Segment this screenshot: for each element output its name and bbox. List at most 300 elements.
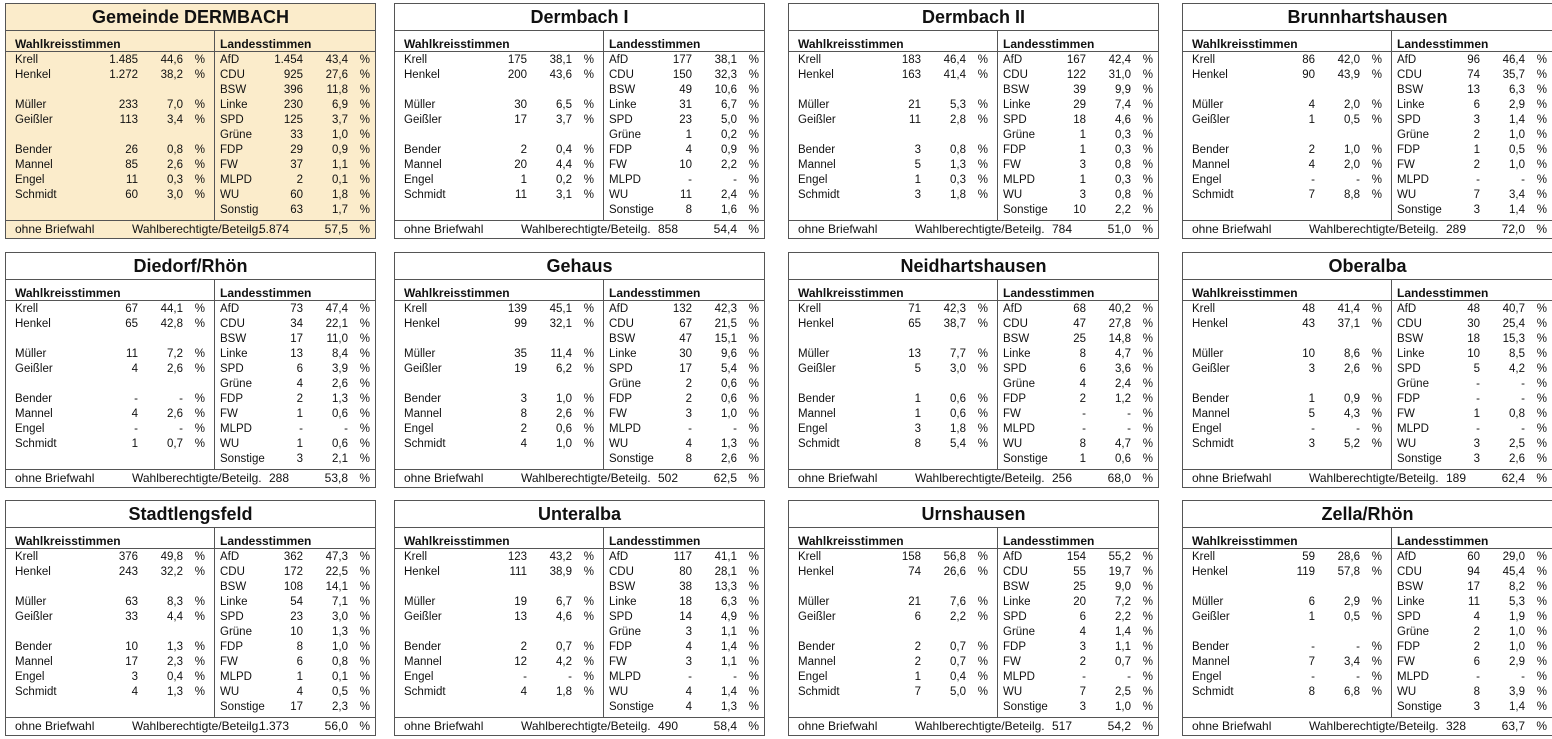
candidate-name: Schmidt	[404, 686, 446, 698]
percent-sign: %	[748, 318, 759, 330]
party-percent: 22,5	[325, 566, 348, 578]
party-row	[604, 68, 764, 83]
candidate-percent: 2,6	[167, 363, 183, 375]
party-row	[215, 332, 375, 347]
header-underline	[1183, 51, 1391, 52]
candidate-row	[395, 685, 603, 700]
candidate-name: Müller	[404, 348, 436, 360]
percent-sign: %	[583, 303, 594, 315]
candidate-votes: -	[1311, 174, 1315, 186]
party-name: Grüne	[609, 378, 641, 390]
party-row	[604, 700, 764, 715]
party-percent: 40,7	[1502, 303, 1525, 315]
candidate-percent: 7,7	[950, 348, 966, 360]
party-name: CDU	[1397, 318, 1422, 330]
party-row	[215, 392, 375, 407]
party-name: SPD	[1003, 611, 1027, 623]
percent-sign: %	[583, 54, 594, 66]
party-votes: 11	[680, 189, 692, 201]
percent-sign: %	[977, 114, 988, 126]
party-name: FDP	[609, 393, 632, 405]
party-name: BSW	[220, 84, 247, 96]
percent-sign: %	[194, 686, 205, 698]
party-name: SPD	[220, 363, 244, 375]
candidate-votes: 376	[118, 551, 138, 563]
party-percent: 4,7	[1115, 438, 1131, 450]
percent-sign: %	[1371, 408, 1382, 420]
percent-sign: %	[1142, 69, 1153, 81]
panel-footer	[1183, 220, 1552, 238]
percent-sign: %	[977, 303, 988, 315]
percent-sign: %	[1371, 303, 1382, 315]
candidate-row	[395, 655, 603, 670]
candidate-name: Bender	[404, 144, 442, 156]
candidate-row	[1183, 362, 1391, 377]
party-name: CDU	[609, 318, 634, 330]
candidate-votes: 1	[520, 174, 527, 186]
party-name: FDP	[220, 144, 243, 156]
party-percent: 1,1	[721, 656, 737, 668]
party-name: FW	[609, 159, 627, 171]
percent-sign: %	[1142, 656, 1153, 668]
party-votes: 396	[283, 84, 303, 96]
candidate-votes: 99	[514, 318, 527, 330]
party-percent: 2,5	[1115, 686, 1131, 698]
party-votes: 6	[1079, 363, 1086, 375]
percent-sign: %	[583, 363, 594, 375]
party-votes: 3	[1473, 453, 1480, 465]
party-name: FW	[220, 159, 238, 171]
party-name: BSW	[1397, 84, 1424, 96]
party-percent: -	[1521, 393, 1525, 405]
party-percent: -	[1127, 423, 1131, 435]
candidate-name: Krell	[798, 303, 822, 315]
candidate-name: Geißler	[1192, 114, 1230, 126]
candidate-votes: 5	[914, 159, 921, 171]
party-row	[998, 347, 1158, 362]
candidate-name: Krell	[15, 54, 39, 66]
percent-sign: %	[1536, 54, 1547, 66]
party-percent: 1,0	[1509, 129, 1525, 141]
party-votes: 122	[1066, 69, 1086, 81]
percent-sign: %	[194, 596, 205, 608]
party-votes: 3	[1473, 701, 1480, 713]
candidate-votes: 4	[131, 686, 138, 698]
percent-sign: %	[748, 333, 759, 345]
party-name: BSW	[220, 333, 247, 345]
party-name: Linke	[220, 99, 248, 111]
candidate-votes: 4	[1308, 99, 1315, 111]
party-votes: 3	[1079, 641, 1086, 653]
party-votes: 2	[1079, 656, 1086, 668]
party-name: MLPD	[1003, 671, 1035, 683]
candidate-row	[395, 302, 603, 317]
result-panel	[5, 3, 376, 239]
party-row	[1392, 332, 1552, 347]
percent-sign: %	[1142, 174, 1153, 186]
candidate-votes: 19	[514, 363, 527, 375]
party-votes: 33	[290, 129, 303, 141]
party-name: Linke	[220, 348, 248, 360]
party-name: FDP	[220, 641, 243, 653]
percent-sign: %	[583, 114, 594, 126]
beteiligung-percent: 56,0	[324, 719, 348, 733]
candidate-percent: -	[1356, 423, 1360, 435]
candidate-name: Henkel	[1192, 566, 1228, 578]
percent-sign: %	[977, 393, 988, 405]
party-row	[215, 53, 375, 68]
candidate-row	[395, 68, 603, 83]
candidate-votes: 3	[520, 393, 527, 405]
percent-sign: %	[748, 174, 759, 186]
party-name: SPD	[609, 363, 633, 375]
party-row	[1392, 362, 1552, 377]
party-name: SPD	[220, 114, 244, 126]
percent-sign: %	[1142, 551, 1153, 563]
candidate-percent: 8,6	[1344, 348, 1360, 360]
percent-sign: %	[1371, 393, 1382, 405]
party-row	[604, 640, 764, 655]
percent-sign: %	[1142, 408, 1153, 420]
percent-sign: %	[1142, 303, 1153, 315]
party-votes: 1.454	[274, 54, 303, 66]
header-underline	[215, 300, 375, 301]
candidate-votes: 2	[914, 641, 921, 653]
percent-sign: %	[977, 363, 988, 375]
candidate-name: Mannel	[1192, 159, 1230, 171]
candidate-row	[789, 158, 997, 173]
percent-sign: %	[194, 69, 205, 81]
party-row	[1392, 640, 1552, 655]
percent-sign: %	[583, 641, 594, 653]
party-votes: 94	[1467, 566, 1480, 578]
percent-sign: %	[194, 318, 205, 330]
candidate-votes: 67	[125, 303, 138, 315]
candidate-name: Bender	[798, 641, 836, 653]
wahlberechtigte-label: Wahlberechtigte/Beteilg.	[132, 719, 262, 733]
percent-sign: %	[583, 566, 594, 578]
party-row	[1392, 173, 1552, 188]
percent-sign: %	[1371, 641, 1382, 653]
party-percent: 2,2	[721, 159, 737, 171]
party-row	[998, 392, 1158, 407]
candidate-votes: 86	[1302, 54, 1315, 66]
percent-sign: %	[1536, 378, 1547, 390]
percent-sign: %	[1142, 393, 1153, 405]
candidate-votes: 1	[1308, 393, 1315, 405]
candidate-percent: 0,6	[950, 408, 966, 420]
candidate-name: Krell	[404, 54, 428, 66]
party-name: Linke	[1003, 348, 1031, 360]
candidate-row	[789, 347, 997, 362]
percent-sign: %	[1142, 686, 1153, 698]
candidate-votes: 60	[125, 189, 138, 201]
candidate-votes: 21	[908, 99, 921, 111]
party-percent: 1,4	[1509, 204, 1525, 216]
candidate-percent: 3,4	[1344, 656, 1360, 668]
candidate-votes: 10	[1302, 348, 1315, 360]
party-row	[1392, 158, 1552, 173]
candidate-name: Engel	[798, 174, 828, 186]
wahlberechtigte-count: 288	[268, 471, 289, 485]
party-votes: 47	[679, 333, 692, 345]
party-percent: 27,8	[1108, 318, 1131, 330]
percent-sign: %	[1371, 686, 1382, 698]
candidate-name: Mannel	[798, 408, 836, 420]
candidate-votes: 3	[914, 189, 921, 201]
candidate-percent: 41,4	[943, 69, 966, 81]
percent-sign: %	[359, 144, 370, 156]
percent-sign: %	[977, 69, 988, 81]
percent-sign: %	[359, 54, 370, 66]
candidate-name: Geißler	[15, 611, 53, 623]
candidate-votes: 1	[914, 671, 921, 683]
party-row	[215, 317, 375, 332]
party-name: FDP	[1003, 641, 1026, 653]
candidate-percent: 0,7	[950, 641, 966, 653]
candidate-votes: 6	[914, 611, 921, 623]
candidate-row	[1183, 302, 1391, 317]
candidate-percent: 6,7	[556, 596, 572, 608]
candidate-row	[6, 347, 214, 362]
candidate-votes: 17	[125, 656, 138, 668]
candidate-percent: 37,1	[1337, 318, 1360, 330]
candidate-name: Bender	[1192, 393, 1230, 405]
percent-sign: %	[1371, 174, 1382, 186]
candidate-votes: 35	[514, 348, 527, 360]
party-row	[604, 347, 764, 362]
party-votes: 1	[1473, 144, 1480, 156]
candidate-row	[789, 113, 997, 128]
party-row	[215, 173, 375, 188]
party-percent: 0,3	[1115, 129, 1131, 141]
party-row	[215, 437, 375, 452]
candidate-name: Engel	[404, 174, 434, 186]
percent-sign: %	[194, 438, 205, 450]
percent-sign: %	[1142, 641, 1153, 653]
party-votes: -	[1476, 423, 1480, 435]
party-row	[998, 68, 1158, 83]
percent-sign: %	[1536, 222, 1547, 236]
candidate-percent: 32,2	[160, 566, 183, 578]
party-row	[998, 113, 1158, 128]
party-row	[215, 68, 375, 83]
beteiligung-percent: 53,8	[324, 471, 348, 485]
candidate-percent: 56,8	[943, 551, 966, 563]
party-row	[1392, 625, 1552, 640]
panel-title: Stadtlengsfeld	[6, 501, 375, 528]
party-name: SPD	[220, 611, 244, 623]
percent-sign: %	[359, 438, 370, 450]
party-votes: 8	[685, 204, 692, 216]
party-percent: 9,9	[1115, 84, 1131, 96]
percent-sign: %	[194, 551, 205, 563]
party-name: BSW	[220, 581, 247, 593]
percent-sign: %	[1371, 69, 1382, 81]
percent-sign: %	[359, 84, 370, 96]
party-row	[215, 113, 375, 128]
party-percent: 42,3	[714, 303, 737, 315]
percent-sign: %	[1536, 656, 1547, 668]
party-percent: 2,2	[1115, 204, 1131, 216]
candidate-votes: 1	[1308, 114, 1315, 126]
party-votes: 1	[296, 408, 303, 420]
percent-sign: %	[977, 318, 988, 330]
party-votes: 4	[1079, 626, 1086, 638]
wahlberechtigte-label: Wahlberechtigte/Beteilg.	[521, 222, 651, 236]
party-name: MLPD	[609, 671, 641, 683]
result-panel	[394, 252, 765, 488]
party-percent: -	[1521, 174, 1525, 186]
candidate-row	[395, 158, 603, 173]
candidate-name: Henkel	[404, 69, 440, 81]
party-percent: 1,0	[721, 408, 737, 420]
candidate-name: Schmidt	[798, 686, 840, 698]
candidate-percent: 44,6	[160, 54, 183, 66]
candidate-percent: 3,7	[556, 114, 572, 126]
party-percent: -	[733, 423, 737, 435]
candidate-votes: 175	[507, 54, 527, 66]
party-percent: 25,4	[1502, 318, 1525, 330]
candidate-votes: 1	[131, 438, 138, 450]
percent-sign: %	[1142, 333, 1153, 345]
party-percent: 0,9	[332, 144, 348, 156]
candidate-percent: 6,8	[1344, 686, 1360, 698]
percent-sign: %	[748, 84, 759, 96]
party-percent: 1,0	[332, 641, 348, 653]
percent-sign: %	[1536, 551, 1547, 563]
party-votes: -	[1082, 408, 1086, 420]
party-row	[215, 203, 375, 218]
panel-footer	[6, 717, 375, 735]
percent-sign: %	[748, 114, 759, 126]
candidate-row	[1183, 188, 1391, 203]
party-percent: 0,8	[1115, 189, 1131, 201]
candidate-row	[1183, 550, 1391, 565]
result-panel	[788, 3, 1159, 239]
party-row	[604, 332, 764, 347]
header-underline	[6, 548, 214, 549]
party-name: CDU	[609, 69, 634, 81]
candidate-percent: 3,1	[556, 189, 572, 201]
candidate-percent: 57,8	[1337, 566, 1360, 578]
party-name: FW	[609, 408, 627, 420]
beteiligung-percent: 58,4	[713, 719, 737, 733]
percent-sign: %	[1142, 438, 1153, 450]
candidate-percent: 7,2	[167, 348, 183, 360]
party-name: MLPD	[220, 423, 252, 435]
party-name: Sonstige	[1397, 701, 1442, 713]
party-row	[998, 422, 1158, 437]
percent-sign: %	[748, 129, 759, 141]
party-row	[215, 362, 375, 377]
candidate-votes: 65	[125, 318, 138, 330]
party-row	[215, 655, 375, 670]
wahlkreisstimmen-header: Wahlkreisstimmen	[798, 286, 904, 300]
percent-sign: %	[1142, 348, 1153, 360]
party-percent: 1,2	[1115, 393, 1131, 405]
header-underline	[789, 51, 997, 52]
wahlberechtigte-label: Wahlberechtigte/Beteilg.	[521, 471, 651, 485]
party-percent: 2,6	[721, 453, 737, 465]
party-percent: 8,2	[1509, 581, 1525, 593]
party-row	[998, 565, 1158, 580]
party-name: FDP	[609, 641, 632, 653]
party-row	[215, 700, 375, 715]
party-percent: 47,4	[325, 303, 348, 315]
candidate-name: Geißler	[404, 363, 442, 375]
header-underline	[1392, 548, 1552, 549]
party-percent: 0,9	[721, 144, 737, 156]
party-name: BSW	[609, 84, 636, 96]
party-name: CDU	[1003, 566, 1028, 578]
party-name: Sonstige	[1003, 701, 1048, 713]
header-underline	[1392, 300, 1552, 301]
party-votes: 2	[685, 393, 692, 405]
party-name: WU	[1003, 189, 1023, 201]
party-name: WU	[609, 686, 629, 698]
candidate-votes: 2	[520, 144, 527, 156]
party-percent: 6,7	[721, 99, 737, 111]
candidate-percent: 46,4	[943, 54, 966, 66]
party-row	[215, 685, 375, 700]
party-votes: 1	[1079, 174, 1086, 186]
candidate-votes: 200	[507, 69, 527, 81]
party-name: FW	[609, 656, 627, 668]
candidate-row	[789, 68, 997, 83]
candidate-row	[395, 670, 603, 685]
candidate-row	[395, 53, 603, 68]
party-name: CDU	[1397, 566, 1422, 578]
panel-footer	[789, 717, 1158, 735]
candidate-name: Henkel	[15, 69, 51, 81]
percent-sign: %	[1371, 438, 1382, 450]
party-row	[604, 188, 764, 203]
party-votes: 23	[679, 114, 692, 126]
party-name: Sonstige	[609, 701, 654, 713]
party-name: Grüne	[1397, 129, 1429, 141]
percent-sign: %	[359, 159, 370, 171]
percent-sign: %	[1142, 566, 1153, 578]
party-votes: 2	[1473, 129, 1480, 141]
party-row	[215, 550, 375, 565]
party-row	[1392, 580, 1552, 595]
candidate-row	[1183, 113, 1391, 128]
candidate-row	[1183, 392, 1391, 407]
candidate-votes: 11	[126, 174, 138, 186]
party-votes: 1	[1473, 408, 1480, 420]
percent-sign: %	[1371, 144, 1382, 156]
candidate-row	[789, 670, 997, 685]
candidate-name: Müller	[404, 99, 436, 111]
wahlkreisstimmen-header: Wahlkreisstimmen	[404, 534, 510, 548]
party-row	[215, 407, 375, 422]
candidate-row	[789, 362, 997, 377]
party-name: WU	[609, 438, 629, 450]
party-percent: 1,3	[721, 438, 737, 450]
party-votes: 10	[679, 159, 692, 171]
percent-sign: %	[194, 566, 205, 578]
party-name: FDP	[1397, 393, 1420, 405]
panel-title: Gemeinde DERMBACH	[6, 4, 375, 31]
candidate-name: Mannel	[404, 408, 442, 420]
wahlberechtigte-count: 517	[1051, 719, 1072, 733]
party-votes: 20	[1073, 596, 1086, 608]
percent-sign: %	[1536, 641, 1547, 653]
candidate-name: Bender	[15, 393, 53, 405]
party-percent: 0,1	[332, 174, 348, 186]
party-name: MLPD	[220, 671, 252, 683]
